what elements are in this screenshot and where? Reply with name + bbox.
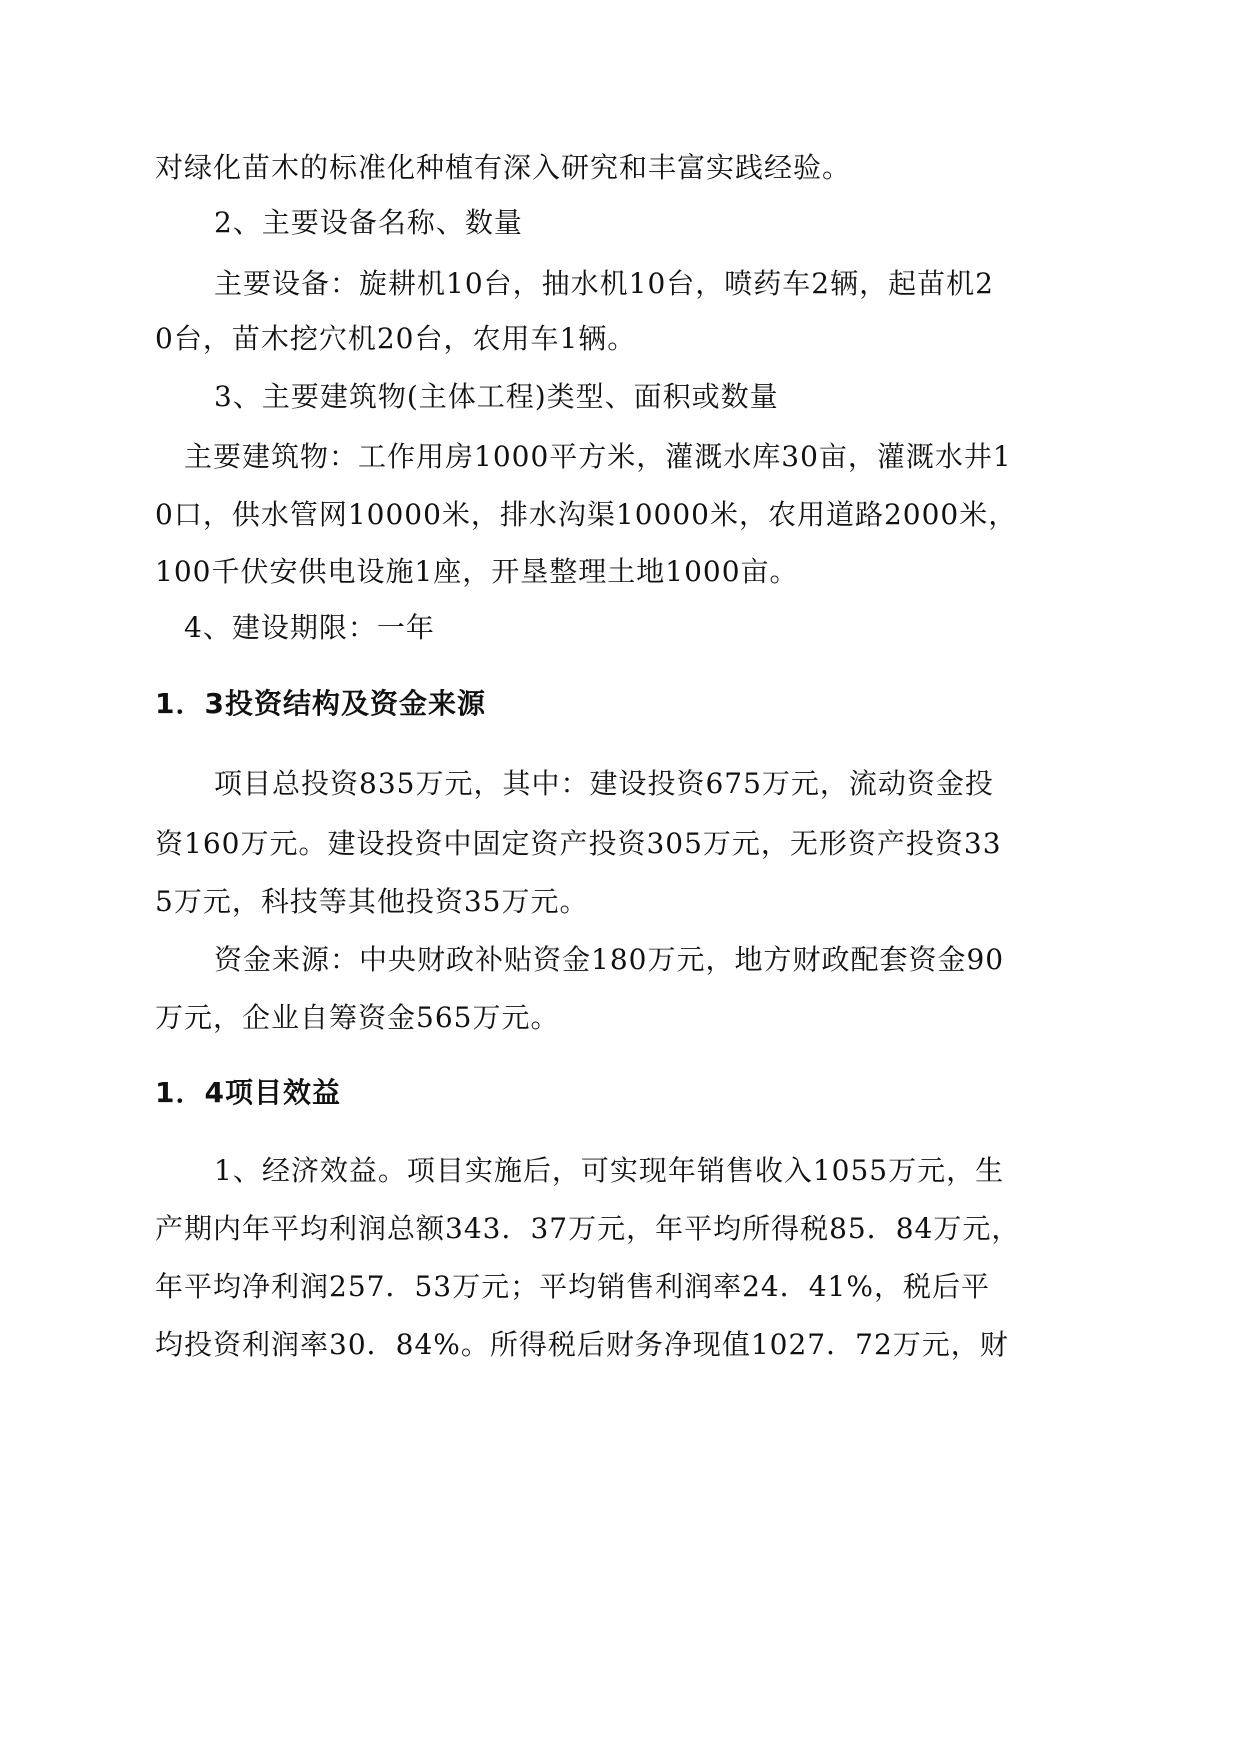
paragraph-line: 主要建筑物：工作用房1000平方米，灌溉水库30亩，灌溉水井1 bbox=[184, 440, 1012, 473]
paragraph-line: 1、经济效益。项目实施后，可实现年销售收入1055万元，生 bbox=[214, 1154, 1005, 1187]
paragraph-line: 资160万元。建设投资中固定资产投资305万元，无形资产投资33 bbox=[155, 827, 1002, 860]
paragraph-line: 100千伏安供电设施1座，开垦整理土地1000亩。 bbox=[155, 555, 799, 588]
paragraph-line: 0台，苗木挖穴机20台，农用车1辆。 bbox=[155, 322, 637, 355]
list-item-period: 4、建设期限：一年 bbox=[184, 611, 435, 644]
section-heading-benefits: 1．4项目效益 bbox=[155, 1076, 341, 1109]
paragraph-line: 万元，企业自筹资金565万元。 bbox=[155, 1001, 560, 1034]
paragraph-line: 均投资利润率30．84%。所得税后财务净现值1027．72万元，财 bbox=[155, 1328, 1009, 1361]
list-item-buildings: 3、主要建筑物(主体工程)类型、面积或数量 bbox=[214, 380, 779, 413]
paragraph-line: 0口，供水管网10000米，排水沟渠10000米，农用道路2000米， bbox=[155, 498, 1018, 531]
paragraph-line: 资金来源：中央财政补贴资金180万元，地方财政配套资金90 bbox=[214, 943, 1005, 976]
paragraph-line: 对绿化苗木的标准化种植有深入研究和丰富实践经验。 bbox=[155, 151, 852, 184]
paragraph-line: 项目总投资835万元，其中：建设投资675万元，流动资金投 bbox=[214, 767, 994, 800]
list-item-equipment: 2、主要设备名称、数量 bbox=[214, 206, 523, 239]
paragraph-line: 产期内年平均利润总额343．37万元，年平均所得税85．84万元， bbox=[155, 1212, 1021, 1245]
section-heading-investment: 1．3投资结构及资金来源 bbox=[155, 687, 486, 720]
paragraph-line: 年平均净利润257．53万元；平均销售利润率24．41%，税后平 bbox=[155, 1270, 990, 1303]
paragraph-line: 5万元，科技等其他投资35万元。 bbox=[155, 885, 589, 918]
paragraph-line: 主要设备：旋耕机10台，抽水机10台，喷药车2辆，起苗机2 bbox=[214, 267, 994, 300]
